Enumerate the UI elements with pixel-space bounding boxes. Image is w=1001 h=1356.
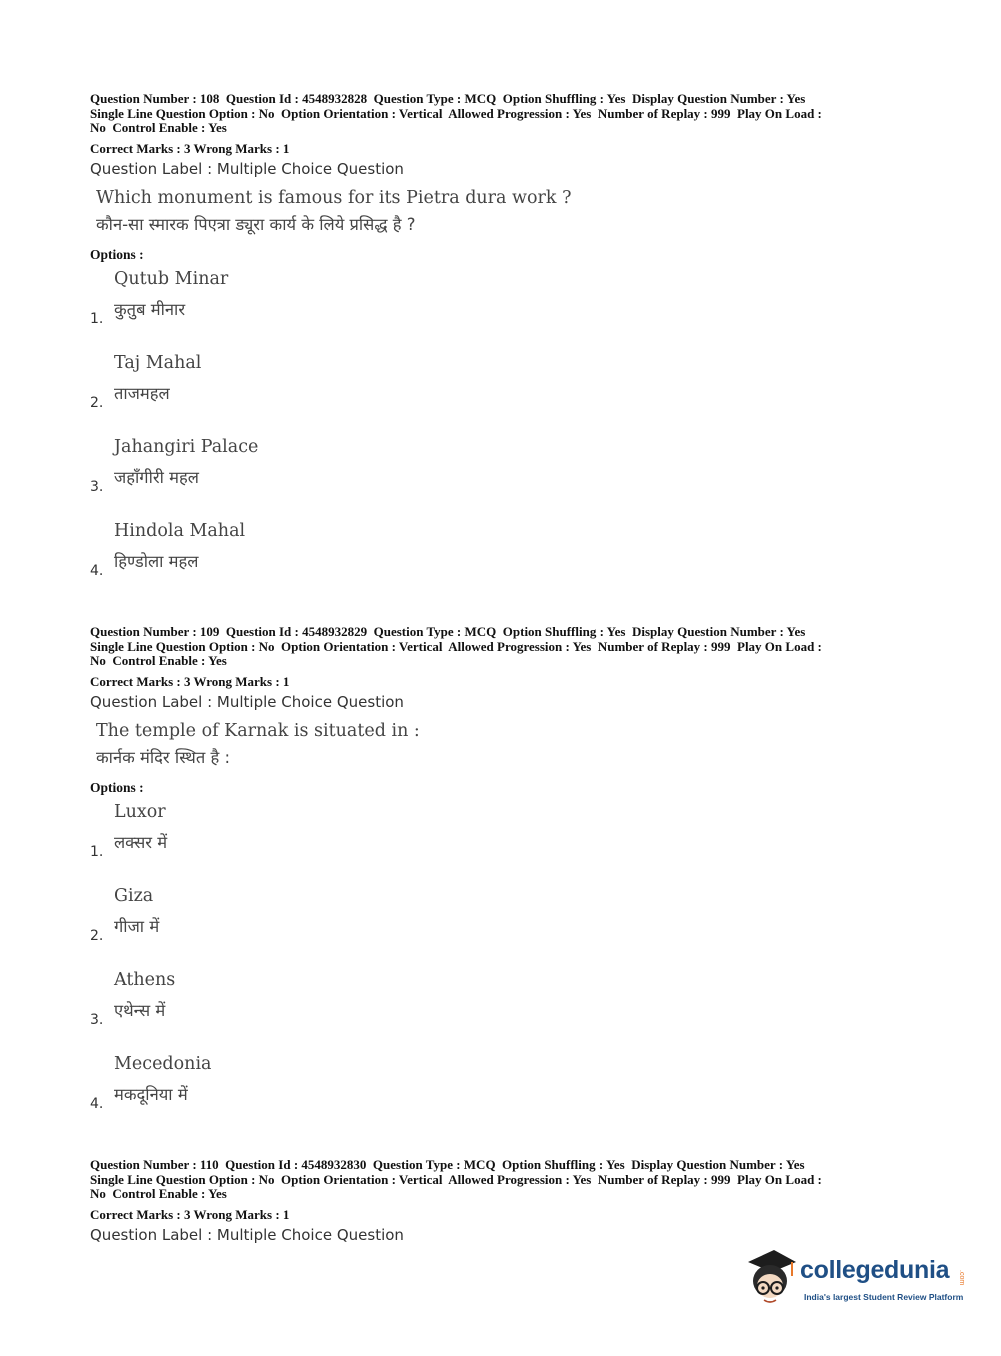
question-label: Question Label : Multiple Choice Question [90, 1225, 404, 1244]
question-label: Question Label : Multiple Choice Question [90, 692, 404, 711]
options-heading: Options : [90, 246, 144, 262]
collegedunia-logo [742, 1246, 972, 1316]
option-2 [90, 880, 920, 964]
option-number: 4. [90, 562, 104, 579]
option-text-en: Giza [114, 885, 154, 906]
option-3 [90, 431, 920, 515]
option-1 [90, 263, 920, 347]
question-meta: Question Number : 109 Question Id : 4548932829 Question Type : MCQ Option Shuffling : Yes Display Question Number : Yes Single Line Question Option : No Option Orientation : Vertical Allowed Progression : Yes Number of Replay : 999 Play On Load : No Control Enable : Yes [90, 624, 822, 669]
options-heading: Options : [90, 779, 144, 795]
option-text-en: Jahangiri Palace [114, 436, 259, 457]
option-text-hi: लक्सर में [114, 832, 168, 852]
question-label: Question Label : Multiple Choice Question [90, 159, 404, 178]
option-number: 3. [90, 1011, 104, 1028]
option-number: 2. [90, 394, 104, 411]
question-marks: Correct Marks : 3 Wrong Marks : 1 [90, 1206, 290, 1222]
option-number: 3. [90, 478, 104, 495]
logo-brand-text: collegedunia [800, 1256, 950, 1284]
question-meta: Question Number : 110 Question Id : 4548932830 Question Type : MCQ Option Shuffling : Yes Display Question Number : Yes Single Line Question Option : No Option Orientation : Vertical Allowed Progression : Yes Number of Replay : 999 Play On Load : No Control Enable : Yes [90, 1157, 822, 1202]
question-marks: Correct Marks : 3 Wrong Marks : 1 [90, 673, 290, 689]
question-text-en: The temple of Karnak is situated in : [96, 720, 420, 741]
question-meta: Question Number : 108 Question Id : 4548932828 Question Type : MCQ Option Shuffling : Yes Display Question Number : Yes Single Line Question Option : No Option Orientation : Vertical Allowed Progression : Yes Number of Replay : 999 Play On Load : No Control Enable : Yes [90, 91, 822, 136]
logo-domain-text: .com [958, 1270, 965, 1286]
option-text-en: Qutub Minar [114, 268, 229, 289]
option-text-en: Taj Mahal [114, 352, 202, 373]
option-1 [90, 796, 920, 880]
option-number: 2. [90, 927, 104, 944]
option-number: 1. [90, 843, 104, 860]
option-number: 1. [90, 310, 104, 327]
option-text-en: Athens [114, 969, 176, 990]
option-text-hi: ताजमहल [114, 383, 170, 403]
question-marks: Correct Marks : 3 Wrong Marks : 1 [90, 140, 290, 156]
logo-tagline: India's largest Student Review Platform [804, 1292, 964, 1302]
question-109 [90, 625, 920, 1132]
option-3 [90, 964, 920, 1048]
option-text-hi: कुतुब मीनार [114, 299, 186, 319]
question-text-en: Which monument is famous for its Pietra dura work ? [96, 187, 572, 208]
option-text-hi: गीजा में [114, 916, 160, 936]
option-text-hi: जहाँगीरी महल [114, 467, 199, 487]
question-text-hi: कौन-सा स्मारक पिएत्रा ड्यूरा कार्य के लिये प्रसिद्ध है ? [96, 214, 416, 234]
option-2 [90, 347, 920, 431]
option-4 [90, 515, 920, 599]
question-108 [90, 92, 920, 599]
question-110 [90, 1158, 920, 1244]
option-text-en: Mecedonia [114, 1053, 212, 1074]
graduate-mascot-icon [742, 1248, 798, 1310]
option-4 [90, 1048, 920, 1132]
option-text-hi: हिण्डोला महल [114, 551, 199, 571]
option-text-hi: मकदूनिया में [114, 1084, 188, 1104]
question-text-hi: कार्नक मंदिर स्थित है : [96, 747, 231, 767]
option-number: 4. [90, 1095, 104, 1112]
option-text-en: Hindola Mahal [114, 520, 246, 541]
option-text-hi: एथेन्स में [114, 1000, 166, 1020]
option-text-en: Luxor [114, 801, 166, 822]
